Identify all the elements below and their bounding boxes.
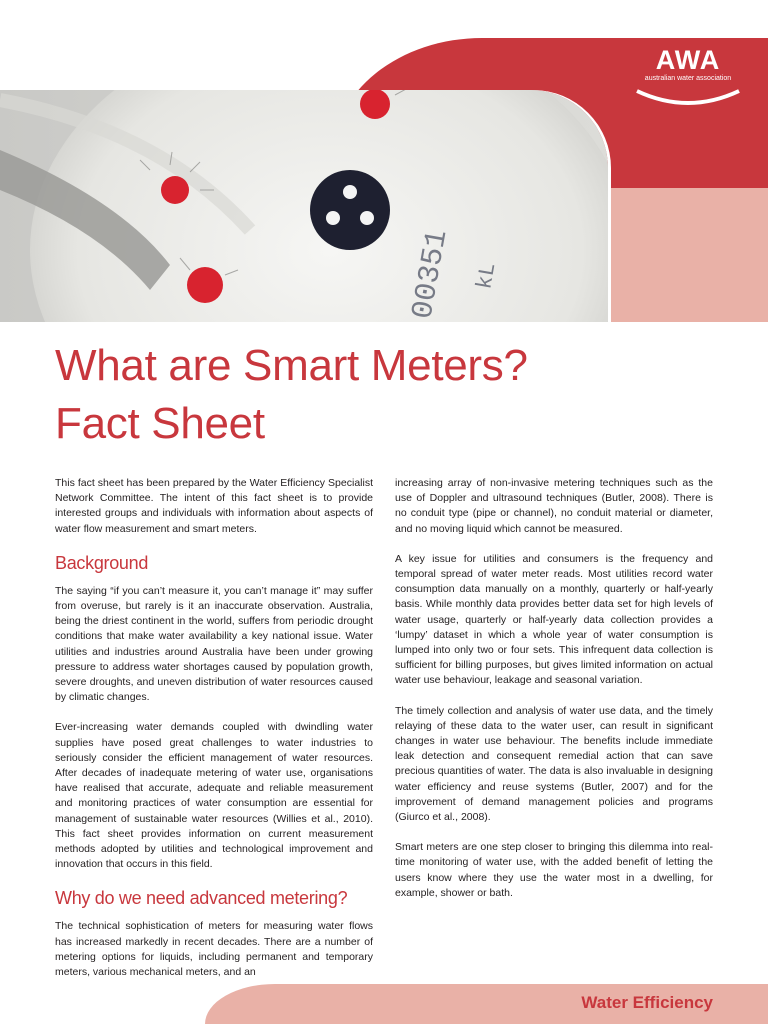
svg-text:kL: kL	[472, 260, 502, 292]
why-heading: Why do we need advanced metering?	[55, 888, 348, 909]
page-title: What are Smart Meters?	[55, 341, 528, 390]
right-paragraph-1: increasing array of non-invasive metering techniques such as the use of Doppler and ultrasound techniques (Butler, 2008). There is no conduit type (pipe or channel), no conduit material or diameter, and no moving liquid which cannot be measured.	[395, 477, 713, 535]
right-paragraph-2: A key issue for utilities and consumers is the frequency and temporal spread of water meter reads. Most utilities record water consumption data manually on a monthly, quarterly or half-yearly basis. While monthly data provides better data set for high levels of water usage, quarterly or half-yearly data collection provides a ‘lumpy’ dataset in which a whole year of water consumption is lumped into only two or four sets. This infrequent data collection is sufficient for billing purposes, but gives limited information on actual water use behaviour, leakage and seasonal variation.	[395, 552, 713, 687]
left-column	[55, 476, 373, 995]
awa-logo	[628, 46, 748, 108]
background-paragraph-1: The saying “if you can’t measure it, you can’t manage it” may suffer from overuse, but rarely is it an inaccurate observation. Australia, being the driest continent in the world, suffers from periodic drought conditions that make water availability a key national issue. Water utilities and industries around Australia have been under growing pressure to address water shortages caused by population growth, severe droughts, and uneven distribution of water resources caused by climatic changes.	[55, 584, 373, 704]
water-meter-photo	[0, 90, 608, 322]
why-paragraph-1: The technical sophistication of meters for measuring water flows has increased markedly in recent decades. There are a number of metering options for liquids, including permanent and temporary meters, various mechanical meters, and an	[55, 920, 373, 979]
footer-label: Water Efficiency	[581, 993, 713, 1012]
right-paragraph-3: The timely collection and analysis of water use data, and the timely relaying of these data to the water user, can result in significant changes in water use behaviour. The benefits include immediate leak detection and consequent remedial action that can save precious quantities of water. The data is also invaluable in designing water efficiency and reuse systems (Butler, 2007) and for the improvement of demand management policies and programs (Giurco et al., 2008).	[395, 704, 713, 824]
svg-text:00351: 00351	[406, 227, 456, 322]
page-subtitle: Fact Sheet	[55, 399, 265, 448]
right-column	[395, 476, 713, 916]
awa-logo-mark: AWA	[655, 45, 721, 75]
right-paragraph-4: Smart meters are one step closer to bringing this dilemma into real-time monitoring of water use, with the added benefit of letting the users know where they use the water most in a dwelling, for example, shower or bath.	[395, 841, 713, 899]
awa-logo-tagline: australian water association	[644, 75, 732, 82]
background-heading: Background	[55, 552, 149, 573]
wave-icon	[633, 85, 743, 107]
intro-paragraph: This fact sheet has been prepared by the Water Efficiency Specialist Network Committee. The intent of this fact sheet is to provide interested groups and individuals with information about aspects of water flow measurement and smart meters.	[55, 477, 373, 535]
background-paragraph-2: Ever-increasing water demands coupled with dwindling water supplies have posed great challenges to water industries to seriously consider the efficient management of water resources. After decades of inadequate metering of water use, organisations have realised that accurate, adequate and reliable measurement and monitoring practices of water consumption are essential for management of sustainable water resources (Willies et al., 2010). This fact sheet provides information on current measurement methods adopted by utilities and technological improvement and innovation that occurs in this field.	[55, 721, 373, 871]
